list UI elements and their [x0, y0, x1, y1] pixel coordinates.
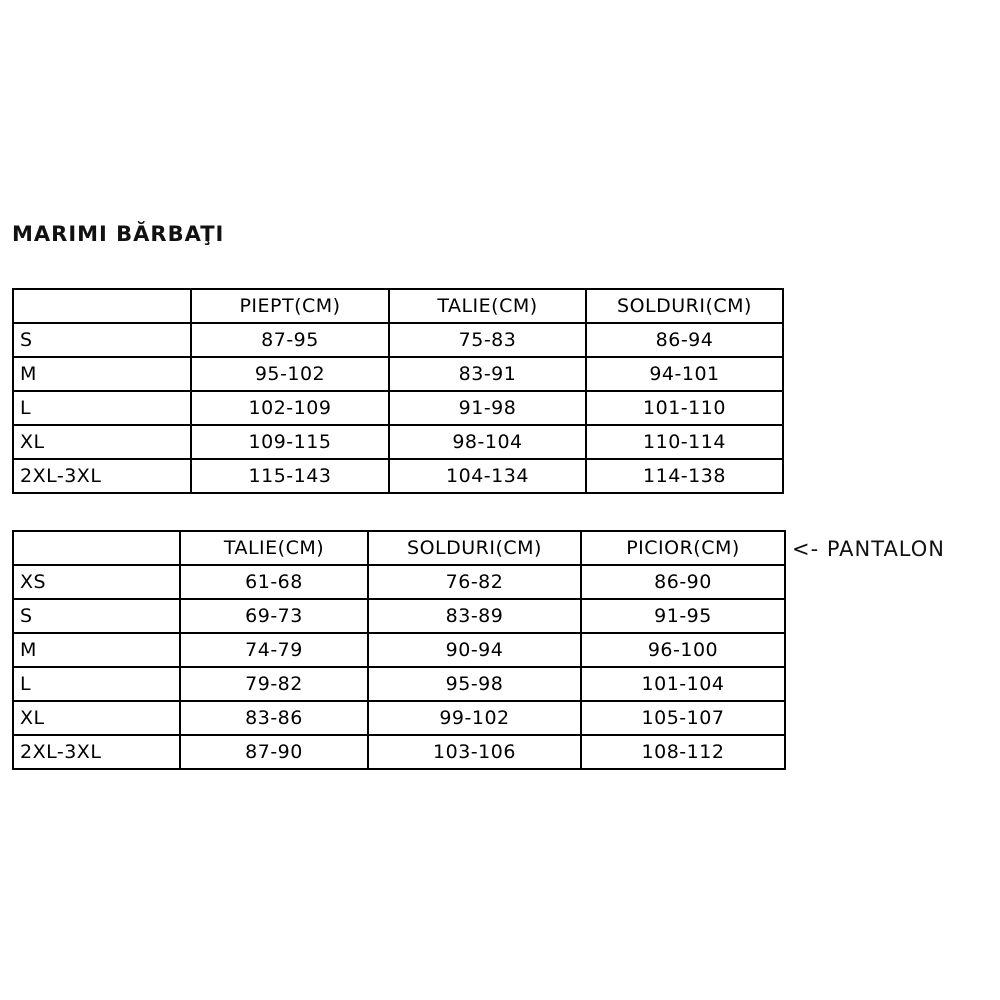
table-header-cell-hips: SOLDURI(CM) — [586, 289, 783, 323]
row-value-waist: 98-104 — [389, 425, 586, 459]
table-row — [13, 459, 783, 493]
row-size-label: S — [13, 599, 180, 633]
table-header-cell-waist: TALIE(CM) — [389, 289, 586, 323]
row-value-hips: 95-98 — [368, 667, 581, 701]
row-value-waist: 79-82 — [180, 667, 368, 701]
row-value-chest: 87-95 — [191, 323, 389, 357]
row-size-label: 2XL-3XL — [13, 735, 180, 769]
table-header-row — [13, 531, 785, 565]
row-value-chest: 102-109 — [191, 391, 389, 425]
row-value-leg: 108-112 — [581, 735, 785, 769]
table-header-cell-empty — [13, 289, 191, 323]
row-value-hips: 83-89 — [368, 599, 581, 633]
page-title: MARIMI BĂRBAŢI — [12, 222, 225, 246]
table-header-cell-empty — [13, 531, 180, 565]
row-value-leg: 101-104 — [581, 667, 785, 701]
row-size-label: XL — [13, 425, 191, 459]
row-value-leg: 105-107 — [581, 701, 785, 735]
table-header-cell-chest: PIEPT(CM) — [191, 289, 389, 323]
row-value-leg: 96-100 — [581, 633, 785, 667]
table-row — [13, 357, 783, 391]
row-size-label: 2XL-3XL — [13, 459, 191, 493]
row-value-chest: 109-115 — [191, 425, 389, 459]
row-value-waist: 75-83 — [389, 323, 586, 357]
row-value-waist: 87-90 — [180, 735, 368, 769]
table-row — [13, 391, 783, 425]
row-value-waist: 83-86 — [180, 701, 368, 735]
row-value-hips: 94-101 — [586, 357, 783, 391]
row-value-hips: 101-110 — [586, 391, 783, 425]
row-size-label: M — [13, 633, 180, 667]
table-row — [13, 667, 785, 701]
trousers-annotation: <- PANTALON — [792, 537, 945, 561]
table-row — [13, 323, 783, 357]
row-value-chest: 95-102 — [191, 357, 389, 391]
table-row — [13, 425, 783, 459]
row-value-waist: 104-134 — [389, 459, 586, 493]
row-size-label: XL — [13, 701, 180, 735]
table-header-row — [13, 289, 783, 323]
row-value-hips: 103-106 — [368, 735, 581, 769]
table-row — [13, 735, 785, 769]
row-value-hips: 110-114 — [586, 425, 783, 459]
row-value-hips: 86-94 — [586, 323, 783, 357]
row-size-label: M — [13, 357, 191, 391]
row-value-hips: 76-82 — [368, 565, 581, 599]
row-size-label: L — [13, 391, 191, 425]
row-size-label: XS — [13, 565, 180, 599]
row-value-hips: 99-102 — [368, 701, 581, 735]
table-header-cell-waist: TALIE(CM) — [180, 531, 368, 565]
table-header-cell-hips: SOLDURI(CM) — [368, 531, 581, 565]
table-row — [13, 633, 785, 667]
men-upper-body-size-table — [12, 288, 784, 494]
table-row — [13, 599, 785, 633]
row-value-waist: 91-98 — [389, 391, 586, 425]
row-value-leg: 86-90 — [581, 565, 785, 599]
row-value-waist: 61-68 — [180, 565, 368, 599]
row-size-label: L — [13, 667, 180, 701]
row-value-leg: 91-95 — [581, 599, 785, 633]
row-value-chest: 115-143 — [191, 459, 389, 493]
row-value-hips: 90-94 — [368, 633, 581, 667]
row-value-waist: 69-73 — [180, 599, 368, 633]
table-header-cell-leg: PICIOR(CM) — [581, 531, 785, 565]
table-row — [13, 701, 785, 735]
men-trousers-size-table — [12, 530, 786, 770]
row-value-hips: 114-138 — [586, 459, 783, 493]
table-row — [13, 565, 785, 599]
row-size-label: S — [13, 323, 191, 357]
row-value-waist: 83-91 — [389, 357, 586, 391]
row-value-waist: 74-79 — [180, 633, 368, 667]
